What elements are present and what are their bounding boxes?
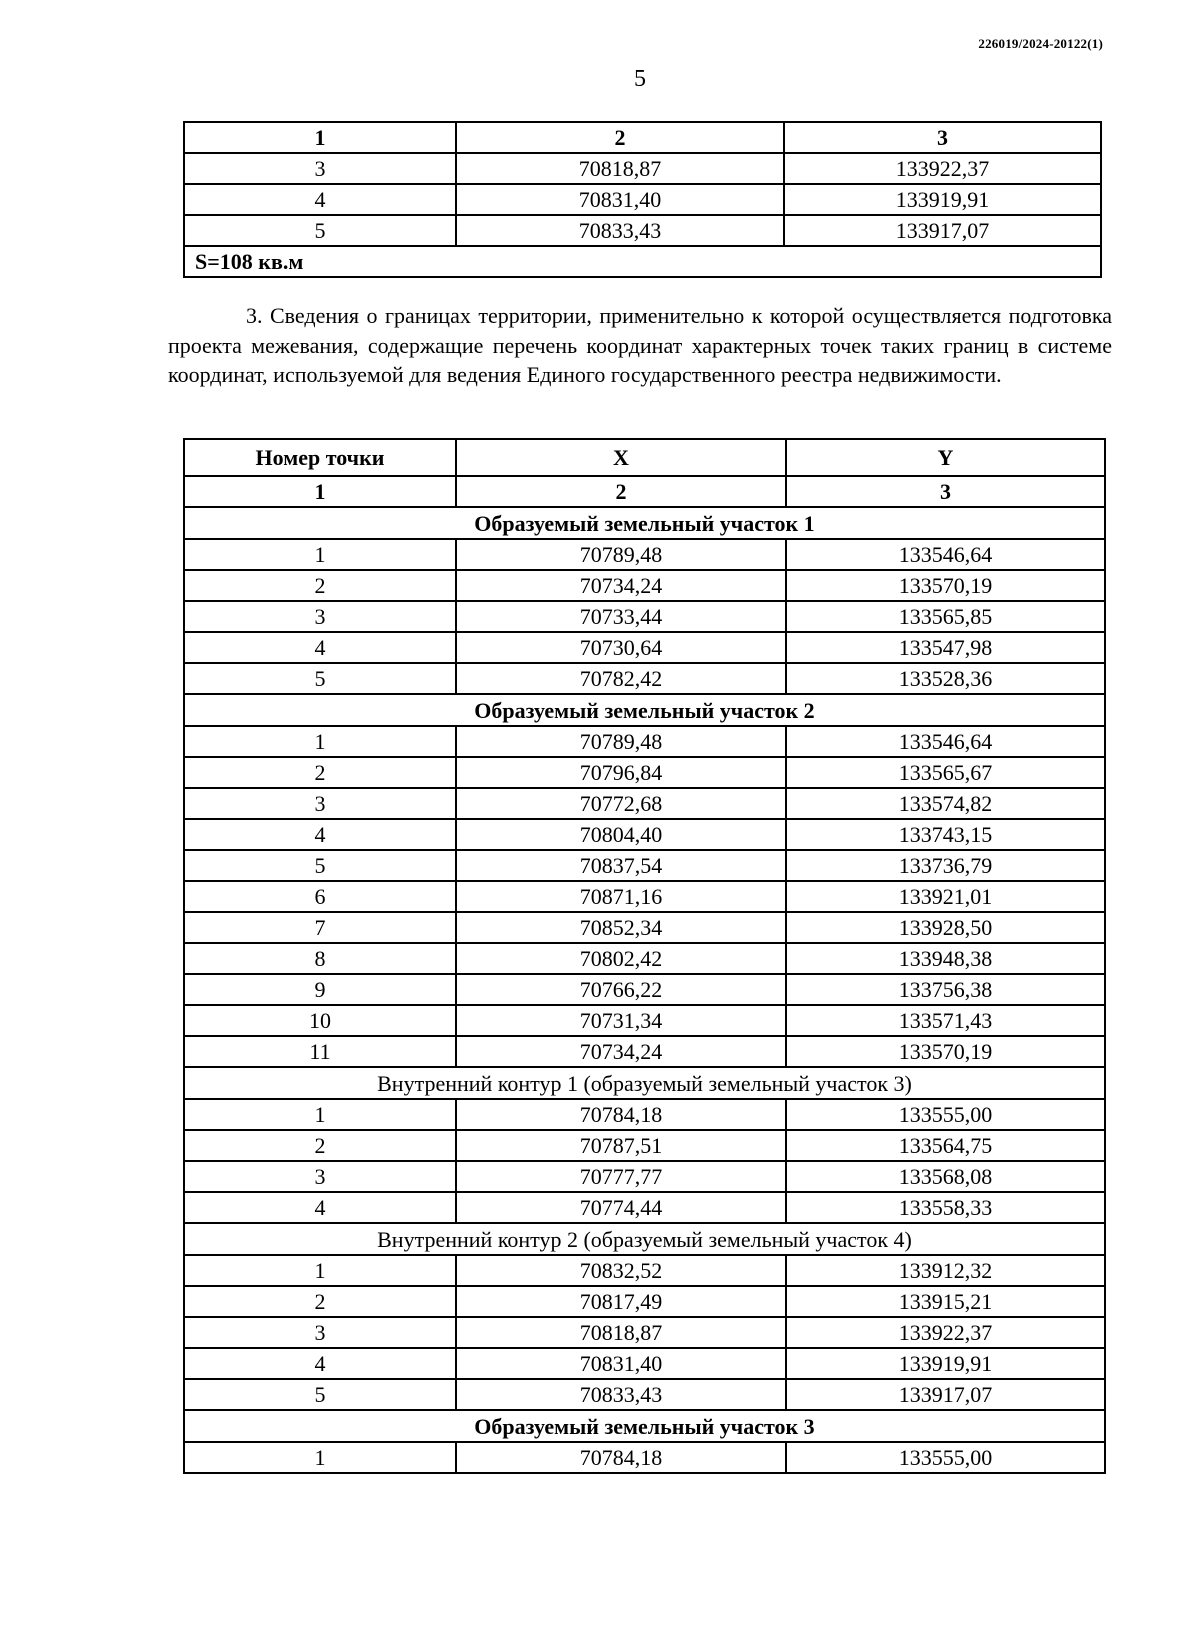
point-number: 2 [184, 757, 456, 788]
column-number-cell: 2 [456, 122, 784, 153]
table-header-row [184, 122, 1101, 153]
column-number-cell: 2 [456, 476, 786, 507]
section-title: Внутренний контур 1 (образуемый земельный участок 3) [184, 1067, 1105, 1099]
point-number: 5 [184, 850, 456, 881]
point-number: 1 [184, 1255, 456, 1286]
point-number: 5 [184, 1379, 456, 1410]
x-coordinate: 70804,40 [456, 819, 786, 850]
page-number: 5 [634, 66, 646, 92]
section-title: Образуемый земельный участок 3 [184, 1410, 1105, 1442]
column-number-cell: 3 [784, 122, 1101, 153]
y-coordinate: 133564,75 [786, 1130, 1105, 1161]
y-coordinate: 133917,07 [786, 1379, 1105, 1410]
point-number: 5 [184, 663, 456, 694]
x-coordinate: 70777,77 [456, 1161, 786, 1192]
column-number-cell: 1 [184, 476, 456, 507]
y-coordinate: 133546,64 [786, 539, 1105, 570]
x-coordinate: 70818,87 [456, 1317, 786, 1348]
boundary-coordinates-table [183, 438, 1106, 1474]
y-coordinate: 133736,79 [786, 850, 1105, 881]
table-row [184, 663, 1105, 694]
column-header-y: Y [786, 439, 1105, 476]
point-number: 6 [184, 881, 456, 912]
document-id: 226019/2024-20122(1) [978, 36, 1103, 51]
point-number: 9 [184, 974, 456, 1005]
table-row [184, 1036, 1105, 1067]
table-row [184, 1005, 1105, 1036]
section-title-row [184, 507, 1105, 539]
area-value: S=108 кв.м [184, 246, 1101, 277]
x-coordinate: 70796,84 [456, 757, 786, 788]
y-coordinate: 133574,82 [786, 788, 1105, 819]
y-coordinate: 133921,01 [786, 881, 1105, 912]
table-row [184, 1099, 1105, 1130]
x-coordinate: 70787,51 [456, 1130, 786, 1161]
point-number: 5 [184, 215, 456, 246]
table-row [184, 539, 1105, 570]
x-coordinate: 70837,54 [456, 850, 786, 881]
x-coordinate: 70831,40 [456, 1348, 786, 1379]
point-number: 3 [184, 153, 456, 184]
x-coordinate: 70833,43 [456, 215, 784, 246]
table-row [184, 974, 1105, 1005]
x-coordinate: 70784,18 [456, 1099, 786, 1130]
coordinates-table-continuation [183, 121, 1102, 278]
point-number: 2 [184, 1286, 456, 1317]
table-row [184, 912, 1105, 943]
x-coordinate: 70734,24 [456, 570, 786, 601]
table-row [184, 1379, 1105, 1410]
x-coordinate: 70802,42 [456, 943, 786, 974]
table-row [184, 215, 1101, 246]
x-coordinate: 70731,34 [456, 1005, 786, 1036]
table-row [184, 1442, 1105, 1473]
x-coordinate: 70734,24 [456, 1036, 786, 1067]
column-number-cell: 1 [184, 122, 456, 153]
section-title: Образуемый земельный участок 2 [184, 694, 1105, 726]
y-coordinate: 133558,33 [786, 1192, 1105, 1223]
y-coordinate: 133912,32 [786, 1255, 1105, 1286]
y-coordinate: 133565,67 [786, 757, 1105, 788]
x-coordinate: 70784,18 [456, 1442, 786, 1473]
table-row [184, 1286, 1105, 1317]
x-coordinate: 70789,48 [456, 539, 786, 570]
x-coordinate: 70733,44 [456, 601, 786, 632]
y-coordinate: 133570,19 [786, 570, 1105, 601]
point-number: 4 [184, 819, 456, 850]
y-coordinate: 133555,00 [786, 1442, 1105, 1473]
y-coordinate: 133547,98 [786, 632, 1105, 663]
table-row [184, 726, 1105, 757]
x-coordinate: 70833,43 [456, 1379, 786, 1410]
point-number: 7 [184, 912, 456, 943]
y-coordinate: 133919,91 [786, 1348, 1105, 1379]
point-number: 2 [184, 570, 456, 601]
x-coordinate: 70817,49 [456, 1286, 786, 1317]
table-row [184, 788, 1105, 819]
y-coordinate: 133756,38 [786, 974, 1105, 1005]
point-number: 1 [184, 539, 456, 570]
y-coordinate: 133922,37 [784, 153, 1101, 184]
point-number: 1 [184, 726, 456, 757]
y-coordinate: 133948,38 [786, 943, 1105, 974]
y-coordinate: 133546,64 [786, 726, 1105, 757]
x-coordinate: 70730,64 [456, 632, 786, 663]
y-coordinate: 133570,19 [786, 1036, 1105, 1067]
x-coordinate: 70772,68 [456, 788, 786, 819]
section-title-row [184, 694, 1105, 726]
x-coordinate: 70789,48 [456, 726, 786, 757]
column-numbers-row [184, 476, 1105, 507]
point-number: 4 [184, 632, 456, 663]
y-coordinate: 133928,50 [786, 912, 1105, 943]
table-row [184, 184, 1101, 215]
table-row [184, 570, 1105, 601]
point-number: 8 [184, 943, 456, 974]
y-coordinate: 133917,07 [784, 215, 1101, 246]
table-row [184, 153, 1101, 184]
table-header-row [184, 439, 1105, 476]
y-coordinate: 133919,91 [784, 184, 1101, 215]
point-number: 1 [184, 1442, 456, 1473]
point-number: 3 [184, 601, 456, 632]
table-row [184, 1192, 1105, 1223]
table-row [184, 819, 1105, 850]
y-coordinate: 133565,85 [786, 601, 1105, 632]
table-row [184, 850, 1105, 881]
point-number: 3 [184, 1161, 456, 1192]
point-number: 1 [184, 1099, 456, 1130]
table-row [184, 1255, 1105, 1286]
point-number: 10 [184, 1005, 456, 1036]
table-row [184, 1317, 1105, 1348]
y-coordinate: 133922,37 [786, 1317, 1105, 1348]
column-header-point-number: Номер точки [184, 439, 456, 476]
x-coordinate: 70852,34 [456, 912, 786, 943]
section-title-row [184, 1223, 1105, 1255]
column-header-x: X [456, 439, 786, 476]
y-coordinate: 133555,00 [786, 1099, 1105, 1130]
table-row [184, 1348, 1105, 1379]
column-number-cell: 3 [786, 476, 1105, 507]
section-title: Образуемый земельный участок 1 [184, 507, 1105, 539]
x-coordinate: 70774,44 [456, 1192, 786, 1223]
section-title: Внутренний контур 2 (образуемый земельный участок 4) [184, 1223, 1105, 1255]
y-coordinate: 133571,43 [786, 1005, 1105, 1036]
y-coordinate: 133528,36 [786, 663, 1105, 694]
x-coordinate: 70782,42 [456, 663, 786, 694]
x-coordinate: 70832,52 [456, 1255, 786, 1286]
x-coordinate: 70766,22 [456, 974, 786, 1005]
table-row [184, 1130, 1105, 1161]
section-3-paragraph: 3. Сведения о границах территории, применительно к которой осуществляется подготовка проекта межевания, содержащие перечень координат характерных точек таких границ в системе координат, используемой для ведения Единого государственного реестра недвижимости. [168, 303, 1112, 387]
y-coordinate: 133915,21 [786, 1286, 1105, 1317]
table-row [184, 601, 1105, 632]
area-row [184, 246, 1101, 277]
table-row [184, 632, 1105, 663]
point-number: 11 [184, 1036, 456, 1067]
point-number: 4 [184, 1348, 456, 1379]
table-row [184, 943, 1105, 974]
section-title-row [184, 1067, 1105, 1099]
x-coordinate: 70818,87 [456, 153, 784, 184]
table-row [184, 1161, 1105, 1192]
x-coordinate: 70871,16 [456, 881, 786, 912]
table-row [184, 757, 1105, 788]
point-number: 4 [184, 1192, 456, 1223]
point-number: 2 [184, 1130, 456, 1161]
x-coordinate: 70831,40 [456, 184, 784, 215]
table-row [184, 881, 1105, 912]
section-title-row [184, 1410, 1105, 1442]
point-number: 3 [184, 788, 456, 819]
y-coordinate: 133743,15 [786, 819, 1105, 850]
point-number: 4 [184, 184, 456, 215]
y-coordinate: 133568,08 [786, 1161, 1105, 1192]
point-number: 3 [184, 1317, 456, 1348]
